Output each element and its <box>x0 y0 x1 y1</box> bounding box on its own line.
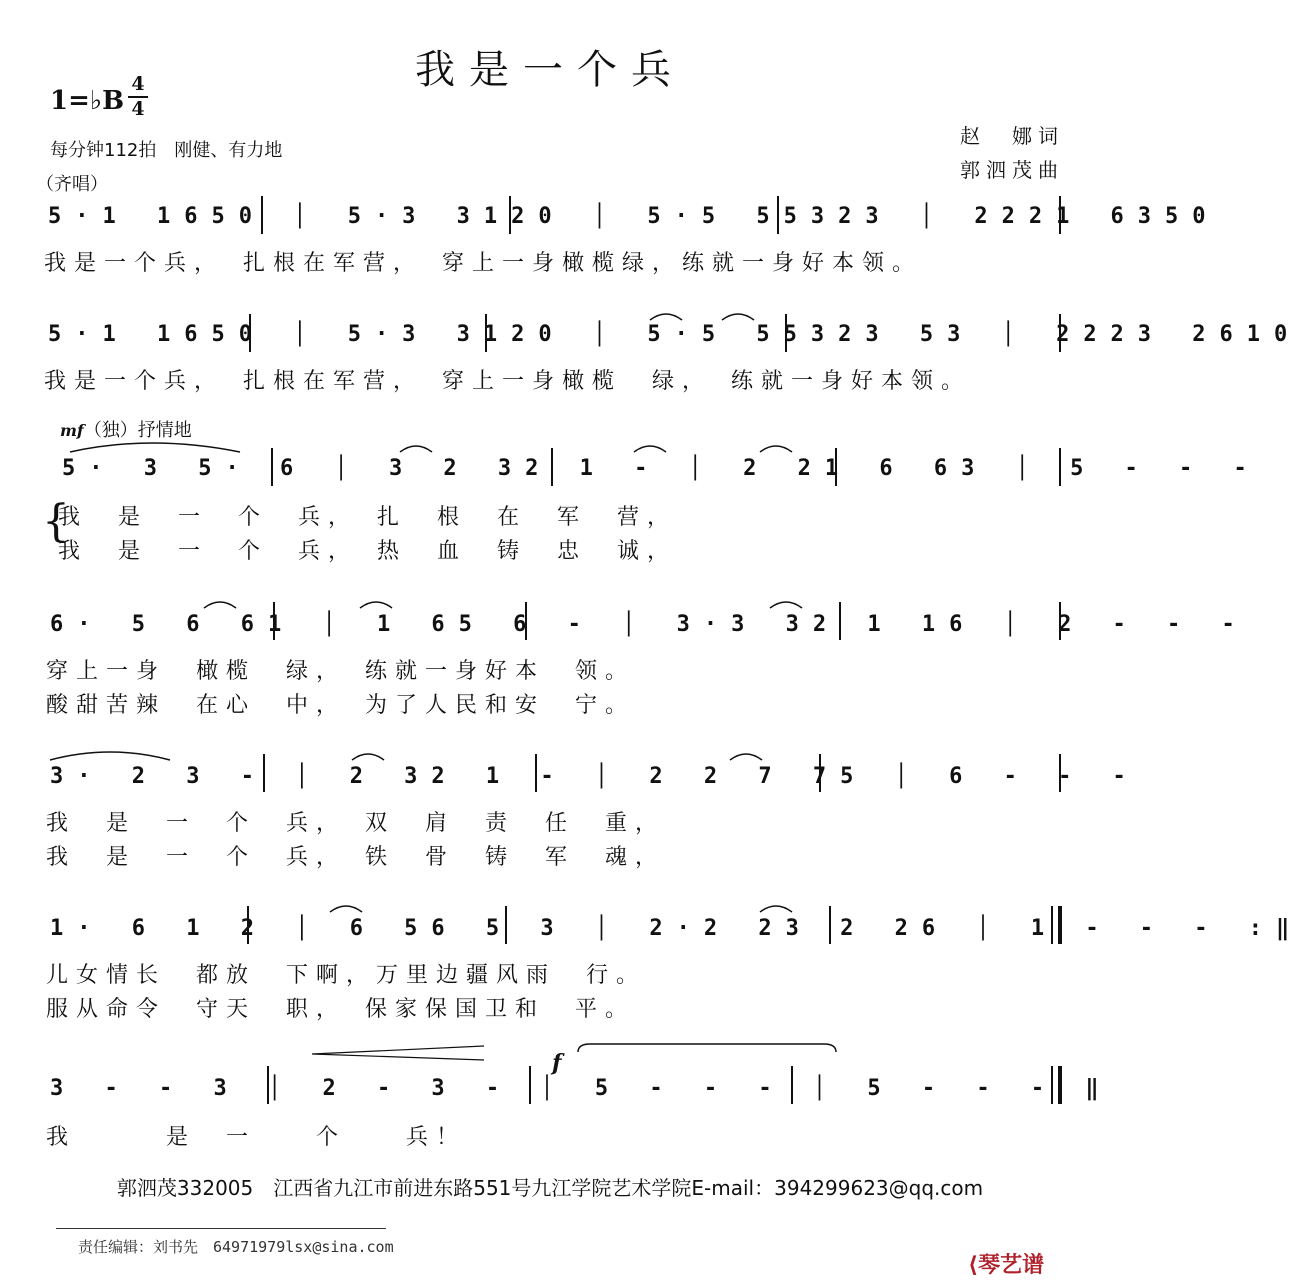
system-7-lyrics-1: 我 是 一 个 兵！ <box>46 1125 467 1150</box>
verse-brace: { <box>42 496 70 547</box>
system-6-notes: 1· 6 1 2 │ 6 56 5 3 │ 2·2 23 2 26 │ 1 - - - :‖ <box>50 916 1303 941</box>
system-6-lyrics-2: 服从命令 守天 职， 保家保国卫和 平。 <box>46 997 636 1022</box>
unison-marking: （齐唱） <box>36 174 108 195</box>
system-1-lyrics-1: 我是一个兵， 扎根在军营， 穿上一身橄榄绿，练就一身好本领。 <box>44 251 923 276</box>
footer-contact: 郭泗茂332005 江西省九江市前进东路551号九江学院艺术学院E-mail：394299623@qq.com <box>116 1176 984 1200</box>
system-6-lyrics-1: 儿女情长 都放 下啊，万里边疆风雨 行。 <box>46 963 647 988</box>
system-3-lyrics-2: 我 是 一 个 兵， 热 血 铸 忠 诚， <box>58 539 678 564</box>
logo-text: 琴艺谱 <box>978 1253 1045 1278</box>
key-signature: 1=♭B <box>50 86 125 116</box>
system-7-notes: 3 - - 3 │ 2 - 3 - │ 5 - - - │ 5 - - - ‖ <box>50 1076 1113 1101</box>
system-5-lyrics-1: 我 是 一 个 兵， 双 肩 责 任 重， <box>46 811 666 836</box>
logo-icon: ⟨ <box>968 1253 979 1278</box>
system-3-lyrics-1: 我 是 一 个 兵， 扎 根 在 军 营， <box>58 505 678 530</box>
mf-dynamic: mf <box>60 421 84 440</box>
forte-dynamic: f <box>552 1050 562 1076</box>
time-signature-top: 4 <box>131 73 145 95</box>
system-1-notes: 5·1 1650 │ 5·3 3120 │ 5·5 55323 │ 2221 6350 <box>48 204 1220 229</box>
song-title: 我是一个兵 <box>415 47 685 93</box>
tempo-marking: 每分钟112拍 刚健、有力地 <box>50 140 283 161</box>
footer-divider <box>56 1228 386 1229</box>
site-logo <box>968 1248 1044 1279</box>
system-5-lyrics-2: 我 是 一 个 兵， 铁 骨 铸 军 魂， <box>46 845 666 870</box>
editor-credit: 责任编辑：刘书先 64971979lsx@sina.com <box>78 1238 394 1256</box>
solo-text: （独）抒情地 <box>83 420 192 441</box>
composer-credit: 郭泗茂曲 <box>960 158 1064 182</box>
system-3-notes: 5· 3 5· 6 │ 3 2 32 1 - │ 2 21 6 63 │ 5 - - - <box>62 456 1261 481</box>
system-2-notes: 5·1 1650 │ 5·3 3120 │ 5·5 55323 53 │ 2223 2610 <box>48 322 1302 347</box>
time-signature <box>128 74 148 120</box>
system-4-lyrics-2: 酸甜苦辣 在心 中， 为了人民和安 宁。 <box>46 693 636 718</box>
time-signature-bottom: 4 <box>131 98 145 120</box>
system-2-lyrics-1: 我是一个兵， 扎根在军营， 穿上一身橄榄 绿， 练就一身好本领。 <box>44 369 972 394</box>
lyricist-credit: 赵 娜词 <box>960 124 1064 148</box>
system-5-notes: 3· 2 3 - │ 2 32 1 - │ 2 2 7 75 │ 6 - - - <box>50 764 1140 789</box>
system-4-lyrics-1: 穿上一身 橄榄 绿， 练就一身好本 领。 <box>46 659 636 684</box>
system-4-notes: 6· 5 6 61 │ 1 65 6 - │ 3·3 32 1 16 │ 2 - - - <box>50 612 1249 637</box>
